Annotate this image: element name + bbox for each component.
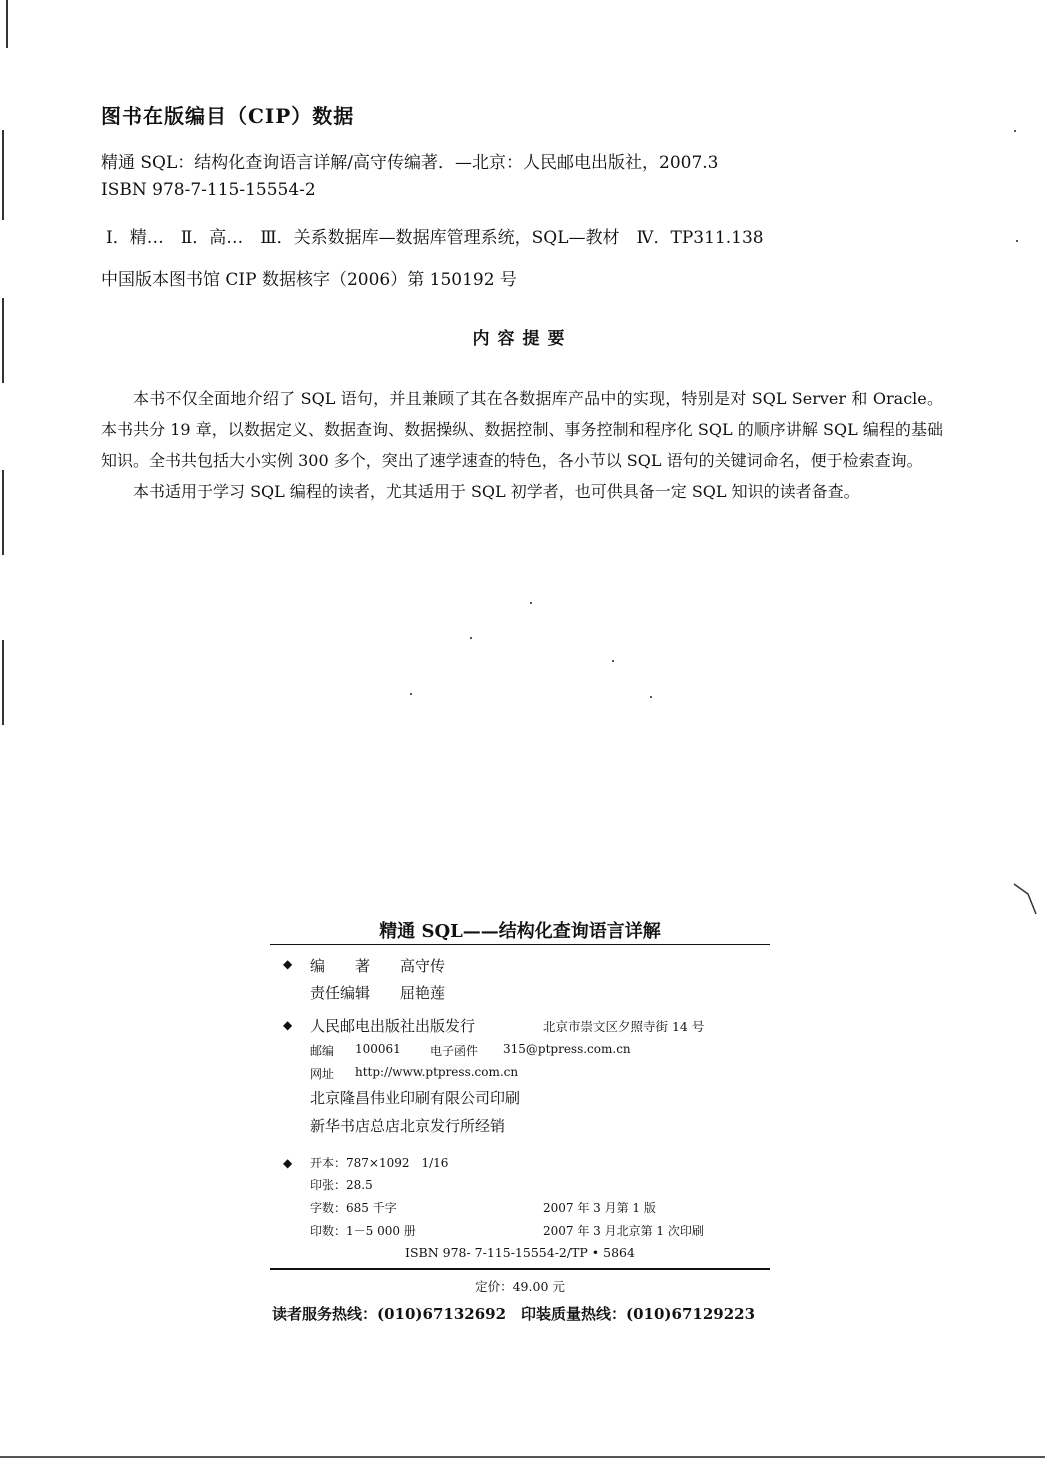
scan-margin-line — [2, 470, 4, 555]
cip-title: 图书在版编目（CIP）数据 — [101, 104, 355, 128]
cip-number: 中国版本图书馆 CIP 数据核字（2006）第 150192 号 — [101, 270, 517, 290]
scan-speck — [470, 637, 472, 639]
price: 定价：49.00 元 — [475, 1279, 565, 1294]
scan-speck — [410, 693, 412, 695]
printer: 北京隆昌伟业印刷有限公司印刷 — [310, 1089, 521, 1107]
summary-paragraph: 本书不仅全面地介绍了 SQL 语句，并且兼顾了其在各数据库产品中的实现，特别是对 SQL Server 和 Oracle。本书共分 19 章，以数据定义、数据查询、数据操纵、数据控制、事务控制和程序化 SQL 的顺序讲解 SQL 编程的基础知识。全书共包括大小实例 300 多个，突出了速学速查的特色，各小节以 SQL 语句的关键词命名，便于检索查询。 — [101, 389, 943, 470]
editor-label: 责任编辑 — [310, 984, 371, 1002]
edition: 2007 年 3 月第 1 版 — [543, 1201, 656, 1215]
website: http://www.ptpress.com.cn — [355, 1065, 519, 1079]
scan-speck — [1016, 240, 1018, 242]
distributor: 新华书店总店北京发行所经销 — [310, 1117, 506, 1135]
postcode-label: 邮编 — [310, 1044, 335, 1058]
publisher-address: 北京市崇文区夕照寺街 14 号 — [543, 1019, 705, 1034]
word-count: 字数：685 千字 — [310, 1201, 397, 1215]
colophon-top-rule — [270, 944, 770, 945]
author-label: 编 著 — [310, 957, 371, 975]
colophon-isbn: ISBN 978- 7-115-15554-2/TP • 5864 — [405, 1245, 635, 1260]
postcode: 100061 — [355, 1042, 401, 1056]
summary-heading: 内容提要 — [472, 329, 573, 349]
bullet-diamond-icon: ◆ — [283, 957, 293, 971]
reader-hotline: 读者服务热线：(010)67132692 印装质量热线：(010)67129223 — [272, 1305, 756, 1323]
cip-isbn: ISBN 978-7-115-15554-2 — [101, 180, 316, 200]
scan-speck — [650, 696, 652, 698]
publisher: 人民邮电出版社出版发行 — [310, 1017, 476, 1035]
colophon-book-title: 精通 SQL——结构化查询语言详解 — [379, 921, 661, 942]
colophon-bottom-rule — [270, 1268, 770, 1270]
author-name: 高守传 — [400, 957, 446, 975]
printing: 2007 年 3 月北京第 1 次印刷 — [543, 1224, 704, 1238]
email: 315@ptpress.com.cn — [503, 1042, 631, 1056]
bullet-diamond-icon: ◆ — [283, 1018, 293, 1032]
cip-classification: Ⅰ．精… Ⅱ．高… Ⅲ．关系数据库—数据库管理系统，SQL—教材 Ⅳ．TP311.138 — [106, 228, 764, 248]
website-label: 网址 — [310, 1067, 335, 1081]
editor-name: 屈艳莲 — [400, 984, 446, 1002]
summary-body — [101, 383, 943, 507]
bullet-diamond-icon: ◆ — [283, 1156, 293, 1170]
scan-margin-line — [6, 0, 8, 48]
scan-speck — [530, 602, 532, 604]
scan-margin-line — [2, 640, 4, 725]
summary-paragraph: 本书适用于学习 SQL 编程的读者，尤其适用于 SQL 初学者，也可供具备一定 SQL 知识的读者备查。 — [133, 482, 860, 501]
scan-margin-line — [2, 130, 4, 220]
cip-bibliographic-line: 精通 SQL：结构化查询语言详解/高守传编著．—北京：人民邮电出版社，2007.3 — [101, 153, 719, 173]
scan-mark — [1010, 880, 1040, 920]
book-format: 开本：787×1092 1/16 — [310, 1156, 449, 1170]
scan-speck — [612, 660, 614, 662]
scan-speck — [1014, 130, 1016, 132]
print-count: 印数：1－5 000 册 — [310, 1224, 416, 1238]
printed-sheets: 印张：28.5 — [310, 1178, 373, 1192]
scan-bottom-edge — [0, 1456, 1045, 1458]
email-label: 电子函件 — [430, 1044, 479, 1058]
